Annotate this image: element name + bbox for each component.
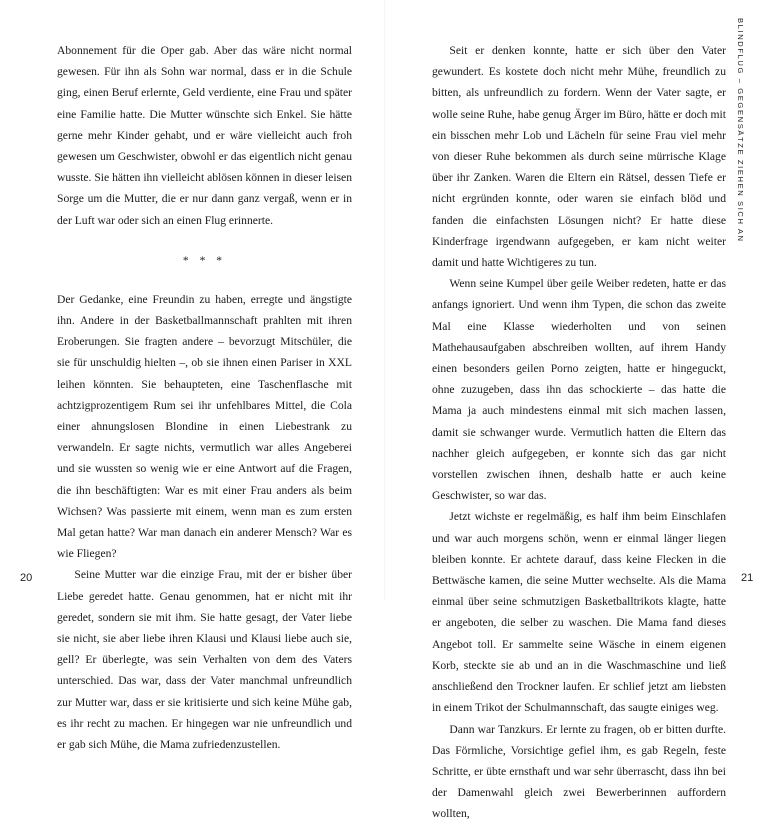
- paragraph: Seine Mutter war die einzige Frau, mit der er bisher über Liebe geredet hatte. Genau genommen, hat er nicht mit ihr geredet, sondern sie mit ihm. Sie hatte gesagt, der Vater liebe sie nicht, sie aber liebe ihren Klausi und Klausi liebe auch sie, gell? Er überlegte, was sein Verhalten von dem des Vaters unterschied. Das war, dass der Vater manchmal unfreundlich zur Mutter war, dass er sie kritisierte und sich keine Mühe gab, es ihr recht zu machen. Er hingegen war nie unfreundlich und er gab sich Mühe, die Mama zufriedenzustellen.: [57, 568, 352, 752]
- paragraph: Der Gedanke, eine Freundin zu haben, erregte und ängstigte ihn. Andere in der Basketballmannschaft prahlten mit ihren Eroberungen. Sie fragten andere – bevorzugt Mitschüler, die sie für unschuldig hielten –, ob sie ihnen einen Pariser in XXL leihen könnten. Sie behaupteten, eine Taschenflasche mit achtzigprozentigem Rum sei ihr unfehlbares Mittel, die Cola einer ahnungslosen Blondine in einen Liebestrank zu verwandeln. Er sagte nichts, vermutlich war alles Angeberei und sie wussten so wenig wie er eine Antwort auf die Fragen, die ihn beschäftigten: War es mit einer Frau anders als beim Wichsen? Was passierte mit einem, wenn man es zum ersten Mal getan hatte? War man danach ein anderer Mensch? War es wie Fliegen?: [57, 292, 352, 561]
- right-page-text: [432, 40, 726, 825]
- paragraph: Abonnement für die Oper gab. Aber das wäre nicht normal gewesen. Für ihn als Sohn war normal, dass er in die Schule ging, einen Beruf erlernte, Geld verdiente, eine Frau und später eine Familie hatte. Die Mutter wünschte sich Enkel. Sie hätte gerne mehr Kinder gehabt, und er wäre vielleicht auch froh gewesen um Geschwister, obwohl er das eigentlich nicht genau wusste. Sie hätten ihn vielleicht ablösen können in dieser leisen Sorge um die Mutter, die er nur dann ganz vergaß, wenn er in der Luft war oder sich an einen Flug erinnerte.: [57, 44, 352, 227]
- page-number-right: 21: [741, 572, 754, 584]
- gutter: [384, 0, 386, 600]
- paragraph: Seit er denken konnte, hatte er sich über den Vater gewundert. Es kostete doch nicht mehr Mühe, freundlich zu bitten, als unfreundlich zu fordern. Wenn der Vater sagte, er wolle seine Ruhe, habe genug Ärger im Büro, hätte er doch mit ein bisschen mehr Lob und Lächeln für seine Frau viel mehr von dieser Ruhe bekommen als durch seine mürrische Klage über ihr Zanken. Waren die Eltern ein Rätsel, dessen Tiefe er nicht ergründen konnte, oder waren sie einfach blöd und fanden die einfachsten Lösungen nicht? Er hatte diese Kinderfrage irgendwann aufgegeben, er kam nicht weiter damit und hatte Wichtigeres zu tun.: [432, 44, 726, 270]
- left-page-text: [57, 40, 352, 755]
- paragraph: Jetzt wichste er regelmäßig, es half ihm beim Einschlafen und war auch morgens schön, wenn er einmal länger liegen bleiben konnte. Er achtete darauf, dass keine Flecken in die Bettwäsche kamen, die seine Mutter wechselte. Als die Mama einmal über seine schmutzigen Basketballtrikots klagte, hatte er angeboten, die selber zu waschen. Die Mama fand dieses Angebot toll. Er sammelte seine Wäsche in einem eigenen Korb, steckte sie ab und an in die Waschmaschine und ließ anschließend den Trockner laufen. Er schlief jetzt am liebsten in einem Trikot der Schulmannschaft, das saugte einiges weg.: [432, 510, 726, 715]
- paragraph: Dann war Tanzkurs. Er lernte zu fragen, ob er bitten durfte. Das Förmliche, Vorsichtige gefiel ihm, es gab Regeln, feste Schritte, er übte ernsthaft und war sehr überrascht, dass ihn bei der Damenwahl gleich zwei Bewerberinnen auffordern wollten,: [432, 722, 726, 821]
- section-break: * * *: [182, 253, 227, 267]
- page-number-left: 20: [20, 572, 33, 584]
- paragraph: Wenn seine Kumpel über geile Weiber redeten, hatte er das anfangs ignoriert. Und wenn ihm Typen, die schon das zweite Mal eine Klasse wiederholten und von seinen Mathehausaufgaben abschreiben wollten, auf ihrem Handy einen besonders geilen Porno zeigten, hatte er hingeguckt, ohne zuzugeben, dass ihn das schockierte – das hatte die Mama ja auch mindestens einmal mit sich machen lassen, damit sie schwanger wurde. Vermutlich hatten die Eltern das nachher gleich aufgegeben, er konnte sich das gar nicht vorstellen zwischen ihnen, deshalb hatte er auch keine Geschwister, so war das.: [432, 277, 726, 503]
- running-head: BLINDFLUG – GEGENSÄTZE ZIEHEN SICH AN: [736, 18, 745, 243]
